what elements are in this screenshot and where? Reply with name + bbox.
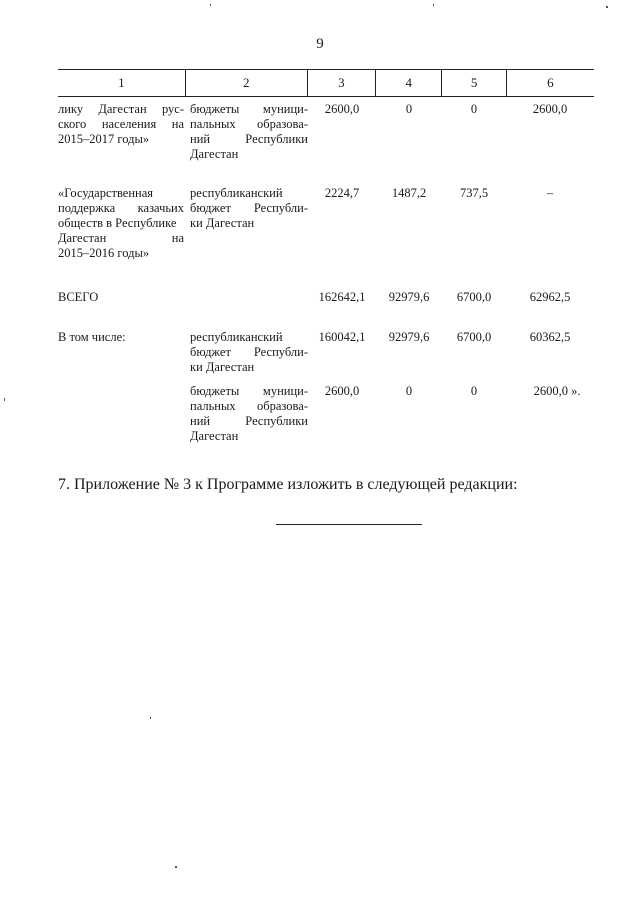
- program-name-cell: [58, 102, 186, 186]
- value-col-6: 60362,5: [529, 330, 571, 344]
- table-header-row: [58, 69, 594, 97]
- value-col-4: 0: [405, 384, 413, 398]
- program-name-line: 2015–2017 годы»: [58, 132, 150, 146]
- separator-line: [276, 524, 422, 525]
- value-col-5: 737,5: [459, 186, 489, 200]
- table-row: [58, 384, 594, 446]
- value-col-5: 6700,0: [456, 330, 492, 344]
- scan-speck: [210, 4, 211, 6]
- value-col-6: 62962,5: [529, 290, 571, 304]
- value-col-6: –: [546, 186, 554, 200]
- scan-speck: [606, 6, 608, 8]
- program-name-line: «Государственная: [58, 186, 154, 200]
- funding-source-line: ки Дагестан: [190, 360, 255, 374]
- value-col-5: 0: [470, 102, 478, 116]
- program-name-cell: [58, 384, 186, 446]
- program-name-cell: [58, 186, 186, 290]
- scan-speck: [433, 4, 434, 6]
- value-col-3: 2224,7: [324, 186, 360, 200]
- table-row: [58, 186, 594, 290]
- value-col-5: 0: [470, 384, 478, 398]
- funding-source-line: ки Дагестан: [190, 216, 255, 230]
- funding-source-line: бюджет Республи-: [190, 201, 308, 215]
- value-col-6: 2600,0: [532, 102, 568, 116]
- table-row: [58, 290, 594, 330]
- scan-speck: [175, 866, 177, 868]
- funding-source-line: Дагестан: [190, 429, 239, 443]
- program-name-line: поддержка казачьих: [58, 201, 184, 215]
- value-col-3: 2600,0: [324, 384, 360, 398]
- funding-source-cell: [186, 102, 308, 186]
- value-col-4: 92979,6: [388, 330, 430, 344]
- funding-source-cell: [186, 186, 308, 290]
- program-name-line: 2015–2016 годы»: [58, 246, 150, 260]
- header-col-6: 6: [506, 70, 594, 96]
- funding-source-line: Дагестан: [190, 147, 239, 161]
- value-col-3: 160042,1: [318, 330, 366, 344]
- header-col-1: 1: [118, 75, 125, 90]
- funding-source-line: ний Республики: [190, 132, 308, 146]
- table-row: [58, 102, 594, 186]
- funding-source-line: бюджеты муници-: [190, 384, 308, 398]
- funding-source-line: пальных образова-: [190, 117, 308, 131]
- value-col-3: 2600,0: [324, 102, 360, 116]
- program-name-line: лику Дагестан рус-: [58, 102, 184, 116]
- funding-source-line: пальных образова-: [190, 399, 308, 413]
- funding-source-line: республиканский: [190, 330, 283, 344]
- header-col-4: 4: [375, 70, 441, 96]
- value-col-4: 0: [405, 102, 413, 116]
- program-name-line: обществ в Республике: [58, 216, 177, 230]
- funding-source-line: республиканский: [190, 186, 283, 200]
- program-name-line: В том числе:: [58, 330, 126, 344]
- scan-speck: [150, 717, 151, 719]
- value-col-4: 92979,6: [388, 290, 430, 304]
- program-name-cell: [58, 290, 186, 330]
- budget-table: [58, 69, 594, 446]
- funding-source-line: бюджет Республи-: [190, 345, 308, 359]
- value-col-3: 162642,1: [318, 290, 366, 304]
- value-col-5: 6700,0: [456, 290, 492, 304]
- header-col-5: 5: [441, 70, 505, 96]
- header-col-3: 3: [307, 70, 375, 96]
- closing-paragraph: 7. Приложение № 3 к Программе изложить в следующей редакции:: [58, 476, 518, 493]
- table-row: [58, 330, 594, 384]
- value-col-4: 1487,2: [391, 186, 427, 200]
- value-col-6: 2600,0 ».: [533, 384, 581, 398]
- program-name-cell: [58, 330, 186, 384]
- page-number: 9: [316, 36, 324, 52]
- program-name-line: Дагестан на: [58, 231, 184, 245]
- funding-source-cell: [186, 384, 308, 446]
- funding-source-line: бюджеты муници-: [190, 102, 308, 116]
- funding-source-line: ний Республики: [190, 414, 308, 428]
- scan-speck: [4, 398, 5, 401]
- funding-source-cell: [186, 330, 308, 384]
- program-name-line: ВСЕГО: [58, 290, 99, 304]
- header-col-2: 2: [185, 70, 307, 96]
- program-name-line: ского населения на: [58, 117, 184, 131]
- funding-source-cell: [186, 290, 308, 330]
